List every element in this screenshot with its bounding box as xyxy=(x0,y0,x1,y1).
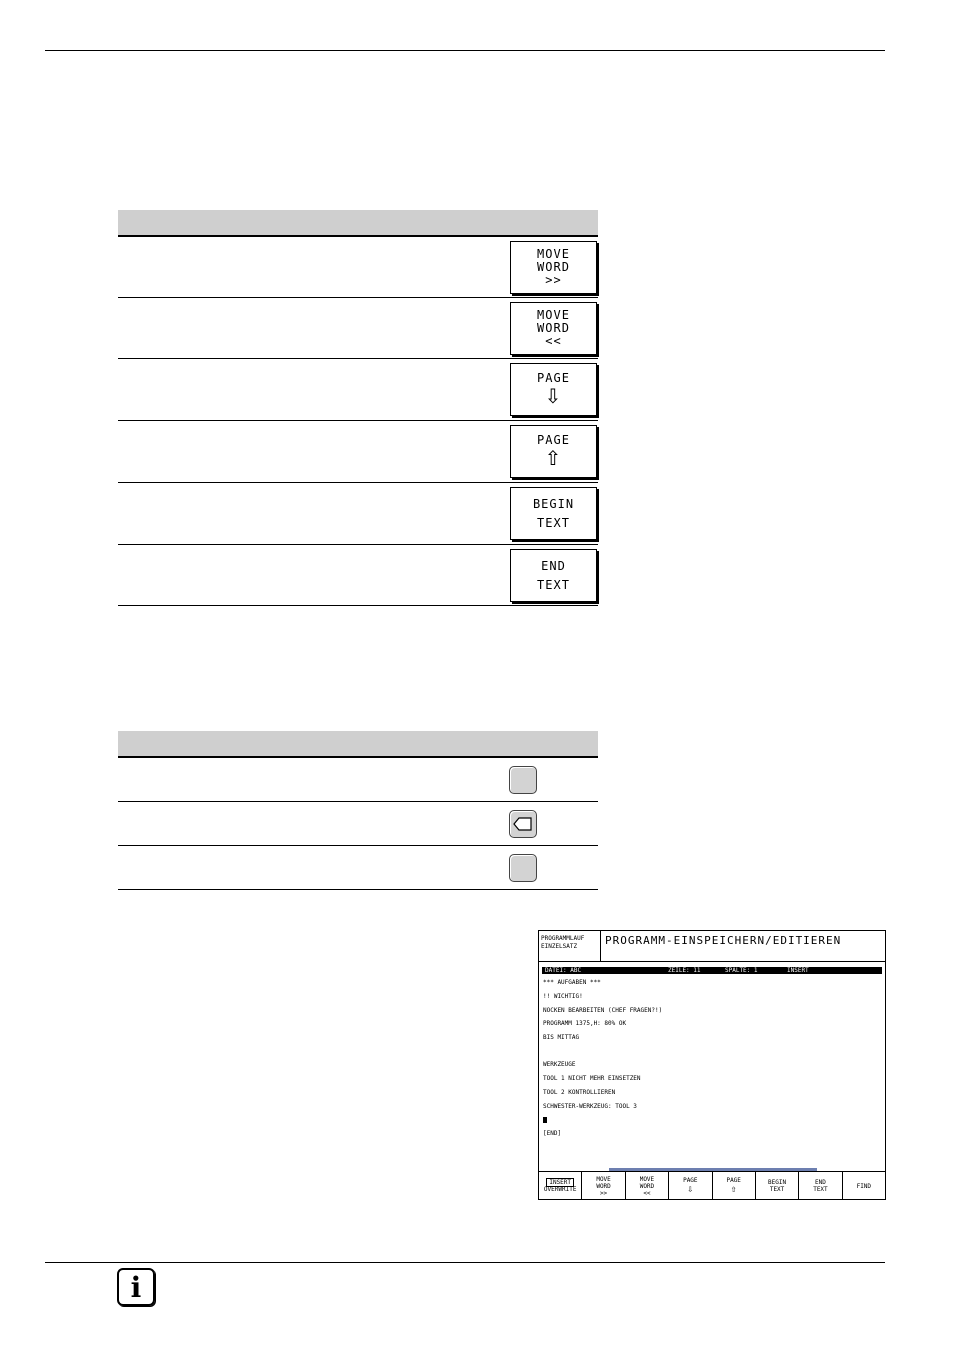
move-word-forward-softkey[interactable]: MOVE WORD >> xyxy=(510,241,597,294)
hardkey-table xyxy=(118,731,598,890)
table-row xyxy=(118,359,598,421)
arrow-down-icon: ⇩ xyxy=(687,1184,694,1195)
text-line: TOOL 1 NICHT MEHR EINSETZEN xyxy=(543,1075,641,1082)
text-line: TOOL 2 KONTROLLIEREN xyxy=(543,1089,616,1096)
table-row xyxy=(118,802,598,846)
table-row xyxy=(118,846,598,890)
table-row xyxy=(118,483,598,545)
text-cursor xyxy=(543,1117,547,1126)
page-up-softkey[interactable]: PAGE ⇧ xyxy=(510,425,597,478)
begin-text-softkey[interactable]: BEGIN TEXT xyxy=(510,487,597,540)
text-line: WERKZEUGE xyxy=(543,1061,576,1068)
softkey-table xyxy=(118,210,598,606)
screen-softkey-row xyxy=(539,1171,885,1200)
footer-rule xyxy=(45,1262,885,1263)
header-rule xyxy=(45,50,885,51)
page-down-softkey[interactable]: PAGE ⇩ xyxy=(510,363,597,416)
end-text-softkey[interactable]: END TEXT xyxy=(510,549,597,602)
text-line: !! WICHTIG! xyxy=(543,993,583,1000)
move-word-back-softkey[interactable]: MOVE WORD << xyxy=(510,302,597,355)
screen-header xyxy=(539,931,885,962)
blank-key[interactable] xyxy=(509,854,537,882)
arrow-up-icon: ⇧ xyxy=(544,446,563,470)
find-softkey[interactable]: FIND xyxy=(856,1182,872,1190)
tnc-screen xyxy=(538,930,886,1200)
move-word-back-softkey[interactable]: MOVE WORD << xyxy=(626,1172,669,1200)
table-row xyxy=(118,237,598,298)
machine-mode: PROGRAMMLAUF EINZELSATZ xyxy=(541,935,585,950)
table-header xyxy=(118,731,598,758)
arrow-up-icon: ⇧ xyxy=(730,1184,737,1195)
text-line: NOCKEN BEARBEITEN (CHEF FRAGEN?!) xyxy=(543,1007,663,1014)
text-line: SCHWESTER-WERKZEUG: TOOL 3 xyxy=(543,1103,637,1110)
backspace-key[interactable] xyxy=(509,810,537,838)
end-marker: [END] xyxy=(543,1130,562,1137)
page-down-softkey[interactable]: PAGE ⇩ xyxy=(669,1172,712,1200)
begin-text-softkey[interactable]: BEGIN TEXT xyxy=(756,1172,799,1200)
screen-title: PROGRAMM-EINSPEICHERN/EDITIEREN xyxy=(605,934,842,947)
table-row xyxy=(118,545,598,606)
end-text-softkey[interactable]: END TEXT xyxy=(799,1172,842,1200)
text-line: PROGRAMM 1375,H: 80% OK xyxy=(543,1020,627,1027)
arrow-down-icon: ⇩ xyxy=(544,384,563,408)
table-row xyxy=(118,298,598,359)
info-icon: i xyxy=(117,1268,155,1306)
table-row xyxy=(118,758,598,802)
text-line: *** AUFGABEN *** xyxy=(543,979,601,986)
insert-overwrite-softkey[interactable]: INSERT OVERWRITE xyxy=(539,1172,582,1200)
table-row xyxy=(118,421,598,483)
table-header xyxy=(118,210,598,237)
text-line: BIS MITTAG xyxy=(543,1034,580,1041)
blank-key[interactable] xyxy=(509,766,537,794)
move-word-forward-softkey[interactable]: MOVE WORD >> xyxy=(582,1172,625,1200)
page-up-softkey[interactable]: PAGE ⇧ xyxy=(713,1172,756,1200)
backspace-icon xyxy=(513,816,533,832)
status-line: DATEI: ABC ZEILE: 11 SPALTE: 1 INSERT xyxy=(542,967,882,974)
